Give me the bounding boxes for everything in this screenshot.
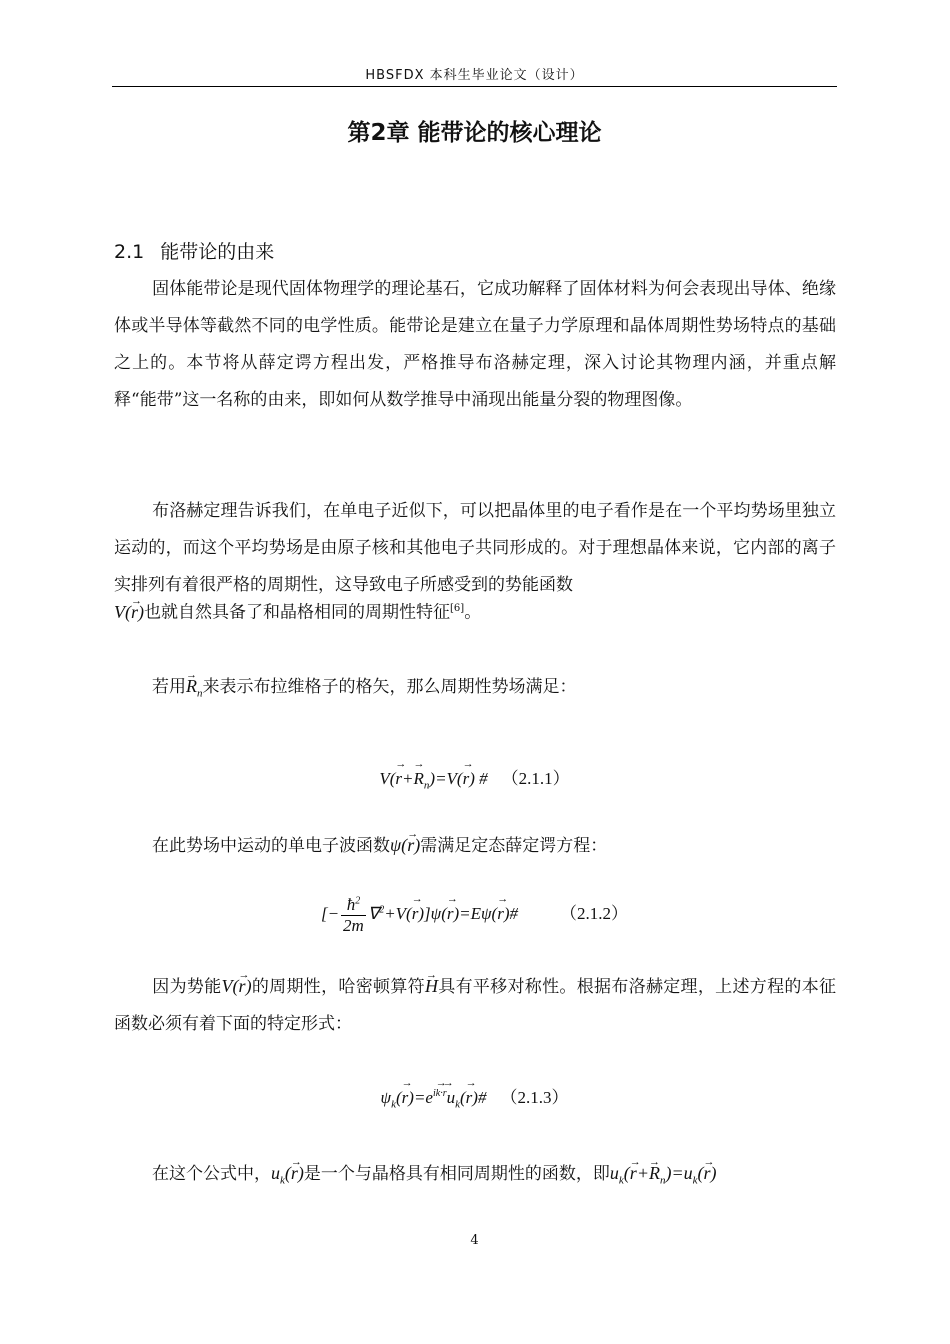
paragraph-hamiltonian-text: 具有平移对称性。根据布洛赫定理，上述方程的本征函数必须有着下面的特定形式： — [114, 977, 837, 1034]
paragraph-wavefunction — [114, 827, 836, 865]
section-number: 2.1 — [114, 241, 145, 263]
periodicity-condition: $u_k(\to r+\to R_n)=u_k(\to r)$ — [610, 1163, 717, 1183]
paragraph-bloch — [114, 493, 836, 604]
equation-2-1-1 — [112, 764, 837, 791]
paragraph-lattice-lead: 若用 — [152, 677, 186, 697]
potential-symbol: V(→ r) — [114, 602, 144, 622]
periodic-function-symbol: $u_k(\to r)$ — [271, 1163, 304, 1183]
running-header: HBSFDX 本科生毕业论文（设计） — [365, 68, 584, 83]
paragraph-lattice — [114, 668, 836, 713]
wavefunction-symbol: ψ(→ r) — [390, 835, 420, 855]
paragraph-hamiltonian — [114, 968, 836, 1043]
potential-symbol: V(→ r) — [222, 976, 252, 996]
paragraph-periodic-text: 是一个与晶格具有相同周期性的函数，即 — [303, 1164, 610, 1184]
paragraph-bloch-text: 布洛赫定理告诉我们，在单电子近似下，可以把晶体里的电子看作是在一个平均势场里独立运动的，而这个平均势场是由原子核和其他电子共同形成的。对于理想晶体来说，它内部的离子实排列有着很严格的周期性，这导致电子所感受到的势能函数 — [114, 501, 836, 595]
paragraph-periodic-function — [114, 1155, 836, 1200]
chapter-title: 第2章 能带论的核心理论 — [347, 120, 602, 146]
page-number: 4 — [470, 1233, 479, 1248]
equation-2-1-2 — [112, 895, 837, 936]
equation-2-1-2-body: [− $\frac{ħ^2}{2m}$ ∇$^2$+V(→ r)]ψ(→ r)=Eψ(→ r)# — [321, 904, 518, 923]
period: 。 — [464, 602, 482, 623]
equation-2-1-1-body: $V(\to r+\to R_n)=V(\to r)$ # — [379, 769, 487, 788]
citation-ref: [6] — [450, 603, 465, 614]
lattice-vector-symbol: → $R_n$ — [186, 676, 203, 696]
equation-2-1-3-body: $\psi_k(\to r)=e^{i\to k\cdot\to r}u_k(\to$ r)# — [381, 1088, 487, 1107]
hamiltonian-symbol: → H — [425, 976, 438, 996]
paragraph-hamiltonian-mid: 的周期性，哈密顿算符 — [251, 977, 425, 997]
section-heading — [114, 237, 274, 264]
paragraph-bloch-tail — [114, 590, 836, 632]
paragraph-periodic-lead: 在这个公式中， — [152, 1164, 271, 1184]
equation-2-1-3 — [112, 1083, 837, 1110]
header-rule — [112, 86, 837, 87]
equation-number: （2.1.1） — [501, 769, 570, 788]
paragraph-hamiltonian-lead: 因为势能 — [152, 977, 222, 997]
equation-number: （2.1.2） — [560, 904, 629, 924]
equation-number: （2.1.3） — [500, 1088, 569, 1107]
paragraph-lattice-text: 来表示布拉维格子的格矢，那么周期性势场满足： — [202, 677, 577, 697]
paragraph-bloch-tail-text: 也就自然具备了和晶格相同的周期性特征 — [144, 602, 451, 623]
paragraph-wavefunction-lead: 在此势场中运动的单电子波函数 — [152, 836, 390, 856]
paragraph-intro-text: 固体能带论是现代固体物理学的理论基石，它成功解释了固体材料为何会表现出导体、绝缘体或半导体等截然不同的电学性质。能带论是建立在量子力学原理和晶体周期性势场特点的基础之上的。本节将从薛定谔方程出发，严格推导布洛赫定理，深入讨论其物理内涵，并重点解释“能带”这一名称的由来，即如何从数学推导中涌现出能量分裂的物理图像。 — [114, 279, 836, 410]
paragraph-intro — [114, 271, 836, 419]
paragraph-wavefunction-text: 需满足定态薛定谔方程： — [420, 836, 608, 856]
section-title: 能带论的由来 — [160, 241, 275, 263]
